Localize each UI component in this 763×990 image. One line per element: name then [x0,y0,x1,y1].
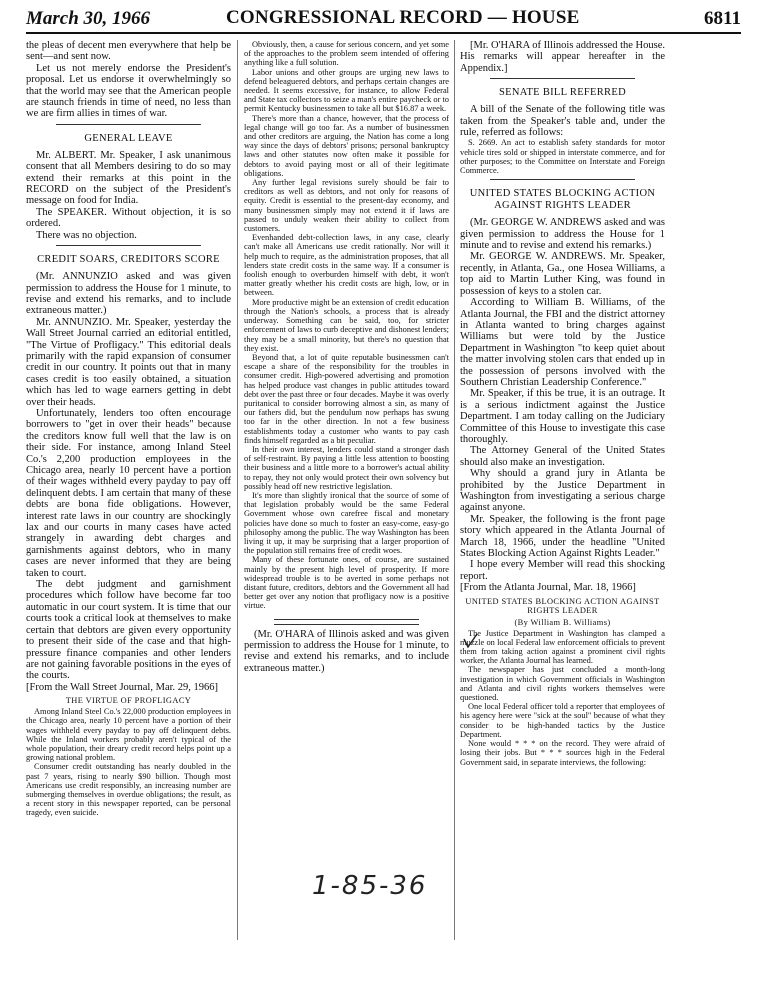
section-rule [56,124,201,125]
paragraph: The SPEAKER. Without objection, it is so ordered. [26,206,231,230]
paragraph: [Mr. O'HARA of Illinois addressed the House. His remarks will appear hereafter in the Appendix.] [460,40,665,74]
paragraph: Obviously, then, a cause for serious concern, and yet some of the approaches to the problem seem intended of offering anything like a full solution. [244,40,449,68]
source-line: [From the Wall Street Journal, Mar. 29, 1966] [26,681,219,693]
paragraph: A bill of the Senate of the following title was taken from the Speaker's table and, under the rule, referred as follows: [460,104,665,139]
page-header [26,2,741,32]
paragraph: Unfortunately, lenders too often encourage borrowers to "get in over their heads" because the creditors know full well that the law is on their side. For instance, among Inland Steel Co.'s 2,200 production employees in the Chicago area, nearly 10 percent have a portion of their wages withheld every payday to pay off delinquent debts. I am certain that many of these debts are bona fide obligations. However, interest rate laws in our country are shockingly lax and our courts in many cases have acted strangely in awarding debt charges and garnishments against debtors, who in many cases are never informed that they are being taken to court. [26,407,231,579]
paragraph: Labor unions and other groups are urging new laws to defend beleaguered debtors, and perhaps certain changes are needed. It seems excessive, for instance, to allow Federal and State tax collectors to seize a man's entire paycheck or to permit Kentucky businessmen to take all but $16.87 a week. [244,67,449,114]
paragraph: the pleas of decent men everywhere that help be sent—and sent now. [26,40,231,63]
paragraph: Let us not merely endorse the President's proposal. Let us endorse it overwhelmingly so that the world may see that the American people are staunch friends in time of need, no less than we are firm allies in times of war. [26,62,231,120]
paragraph: Mr. Speaker, if this be true, it is an outrage. It is a serious indictment against the Justice Department. I am today calling on the Judiciary Committee of this House to investigate this case thoroughly. [460,388,665,445]
column-3 [460,40,665,940]
paragraph: Mr. ALBERT. Mr. Speaker, I ask unanimous consent that all Members desiring to do so may extend their remarks at this point in the RECORD on the subject of the President's message on food for India. [26,149,231,207]
article-heading: THE VIRTUE OF PROFLIGACY [65,696,192,706]
paragraph: S. 2669. An act to establish safety standards for motor vehicle tires sold or shipped in interstate commerce, and for other purposes; to the Committee on Interstate and Foreign Commerce. [460,138,665,176]
section-heading: UNITED STATES BLOCKING ACTION AGAINST RIGHTS LEADER [469,188,656,212]
paragraph: Why should a grand jury in Atlanta be prohibited by the Justice Department in Washington from investigating a serious charge against anyone. [460,468,665,514]
paragraph: Consumer credit outstanding has nearly doubled in the past 7 years, rising to nearly $90 billion. Though most Americans use credit responsibly, an increasing number are submerging themselves in overdue obligations; the result, as a recent story in this newspaper reported, can be personal tragedy, even suicide. [26,762,231,818]
paragraph: (Mr. GEORGE W. ANDREWS asked and was given permission to address the House for 1 minute and to revise and extend his remarks.) [460,217,665,252]
paragraph: According to William B. Williams, of the Atlanta Journal, the FBI and the district attorney in Atlanta wanted to bring charges against Williams but were told by the Justice Department in Washington "to keep quiet about the matter involving stolen cars that ended up in the possession of persons involved with the Southern Christian Leadership Conference." [460,297,665,388]
paragraph: More productive might be an extension of credit education through the Nation's schools, a process that is already underway. Something can be said, too, for stricter enforcement of laws to curb deceptive and dishonest lenders; they may be a small minority, but there's no question that they exist. [244,297,449,353]
header-rule [26,32,741,34]
paragraph: Among Inland Steel Co.'s 22,000 production employees in the Chicago area, nearly 10 percent have a portion of their wages withheld every payday to pay off delinquent debts. While the Inland workers probably aren't typical of the whole population, their dreary credit record helps point up a growing national problem. [26,707,231,763]
paragraph: Any further legal revisions surely should be fair to creditors as well as debtors, and not only for reasons of equity. Credit is essential to the present-day economy, and many businessmen simply may not extend it if laws are passed to unduly weaken their ability to collect from customers. [244,178,449,234]
paragraph: None would * * * on the record. They were afraid of losing their jobs. But * * * sources high in the Federal Government said, in separate interviews, the following: [460,739,665,767]
page-number: 6811 [704,8,741,29]
page-date: March 30, 1966 [26,8,151,29]
check-mark-icon [462,633,478,649]
paragraph: Mr. GEORGE W. ANDREWS. Mr. Speaker, recently, in Atlanta, Ga., one Hosea Williams, a top aid to Martin Luther King, was found in possession of keys to a stolen car. [460,251,665,297]
paragraph: In their own interest, lenders could stand a stronger dash of self-restraint. By paying a little less attention to boosting their business and a little more to a borrower's actual ability to repay, they not only would protect their own solvency but possibly head off new restrictive legislation. [244,444,449,491]
section-heading: SENATE BILL REFERRED [499,87,626,99]
paragraph: I hope every Member will read this shocking report. [460,559,665,582]
section-rule [274,619,419,620]
section-heading: GENERAL LEAVE [84,132,173,144]
section-rule [56,245,201,246]
paragraph: The debt judgment and garnishment procedures which follow have become far too automatic in our court system. It is time that our courts took a critical look at themselves to make certain that debtors are given every opportunity to present their side of the case and that high-pressure finance companies and other lenders are not gaining favorable positions in the eyes of the courts. [26,579,231,682]
paragraph: Evenhanded debt-collection laws, in any case, clearly can't make all Americans use credit rationally. Nor will it help much to require, as the administration proposes, that all lenders state credit costs in the same way. If a consumer is foolish enough to overburden himself with debt, it won't matter greatly whether his credit costs are high, low, or in between. [244,233,449,298]
section-heading: CREDIT SOARS, CREDITORS SCORE [37,254,220,266]
paragraph: Beyond that, a lot of quite reputable businessmen can't escape a share of the responsibility for the troubles in consumer credit. High-powered advertising and promotion has helped produce vast changes in public attitudes toward debt over the past three or four decades. Maybe it was overly puritanical to consider borrowing almost a sin, as many of our fathers did, but the pendulum now perhaps has swung too far in the other direction. In not a few business establishments today a customer who wants to pay cash finds himself regarded as a bit peculiar. [244,352,449,445]
paragraph: (Mr. ANNUNZIO asked and was given permission to address the House for 1 minute, to revise and extend his remarks, and to include extraneous matter.) [26,271,231,317]
paragraph: The newspaper has just concluded a month-long investigation in which Government officials in Washington and Atlanta and civil rights workers themselves were questioned. [460,665,665,703]
byline: (By William B. Williams) [514,617,611,627]
column-rule [237,40,238,940]
paragraph: Mr. Speaker, the following is the front page story which appeared in the Atlanta Journal of March 18, 1966, under the headline "United States Blocking Action Against Rights Leader." [460,513,665,560]
column-2 [244,40,449,890]
paragraph: (Mr. O'HARA of Illinois asked and was given permission to address the House for 1 minute, to revise and extend his remarks, and to include extraneous matter.) [244,628,449,674]
section-rule [490,179,635,180]
paragraph: Mr. ANNUNZIO. Mr. Speaker, yesterday the Wall Street Journal carried an editorial entitled, "The Virtue of Profligacy." This editorial deals primarily with the rapid expansion of consumer credit in our country. It points out that in many cases credit is too easily obtained, a situation which has led to wage earners getting in debt over their heads. [26,316,231,408]
paragraph: There was no objection. [36,229,137,241]
section-rule [274,624,419,625]
column-1 [26,40,231,940]
paragraph: There's more than a chance, however, that the process of legal change will go too far. As a number of businessmen and other creditors are arguing, the Nation has come a long way since the days of debtors' prisons; personal bankruptcy laws and other statutes now often make it possible for debtors to avoid paying most or all of their legitimate obligations. [244,113,449,178]
paragraph: Many of these fortunate ones, of course, are sustained mainly by the present high level of prosperity. If more widespread trouble is to be averted in some perhaps not distant future, creditors, debtors and the Government all had better get over any notion that profligacy now is a positive virtue. [244,555,449,611]
publication-title: CONGRESSIONAL RECORD — HOUSE [226,7,580,28]
paragraph: One local Federal officer told a reporter that employees of his agency here were "sick at the soul" because of what they consider to be high-handed tactics by the Justice Department. [460,702,665,739]
paragraph: The Attorney General of the United States should also make an investigation. [460,445,665,468]
paragraph: The Justice Department in Washington has clamped a muzzle on local Federal law enforcement officials to prevent them from taking action against a prominent civil rights worker, the Atlanta Journal has learned. [460,628,665,666]
source-line: [From the Atlanta Journal, Mar. 18, 1966] [460,582,636,594]
section-rule [490,78,635,79]
article-heading: UNITED STATES BLOCKING ACTION AGAINST RIGHTS LEADER [465,596,660,615]
column-rule [454,40,455,940]
paragraph: It's more than slightly ironical that the source of some of that legislation probably would be the same Federal Government whose own carefree fiscal and monetary policies have done so much to foster an easy-come, easy-go philosophy among the public. The way Washington has been living it up, it may be surprising that a larger proportion of the population still remains free of credit woes. [244,490,449,556]
handwritten-note: 1-85-36 [312,871,428,901]
